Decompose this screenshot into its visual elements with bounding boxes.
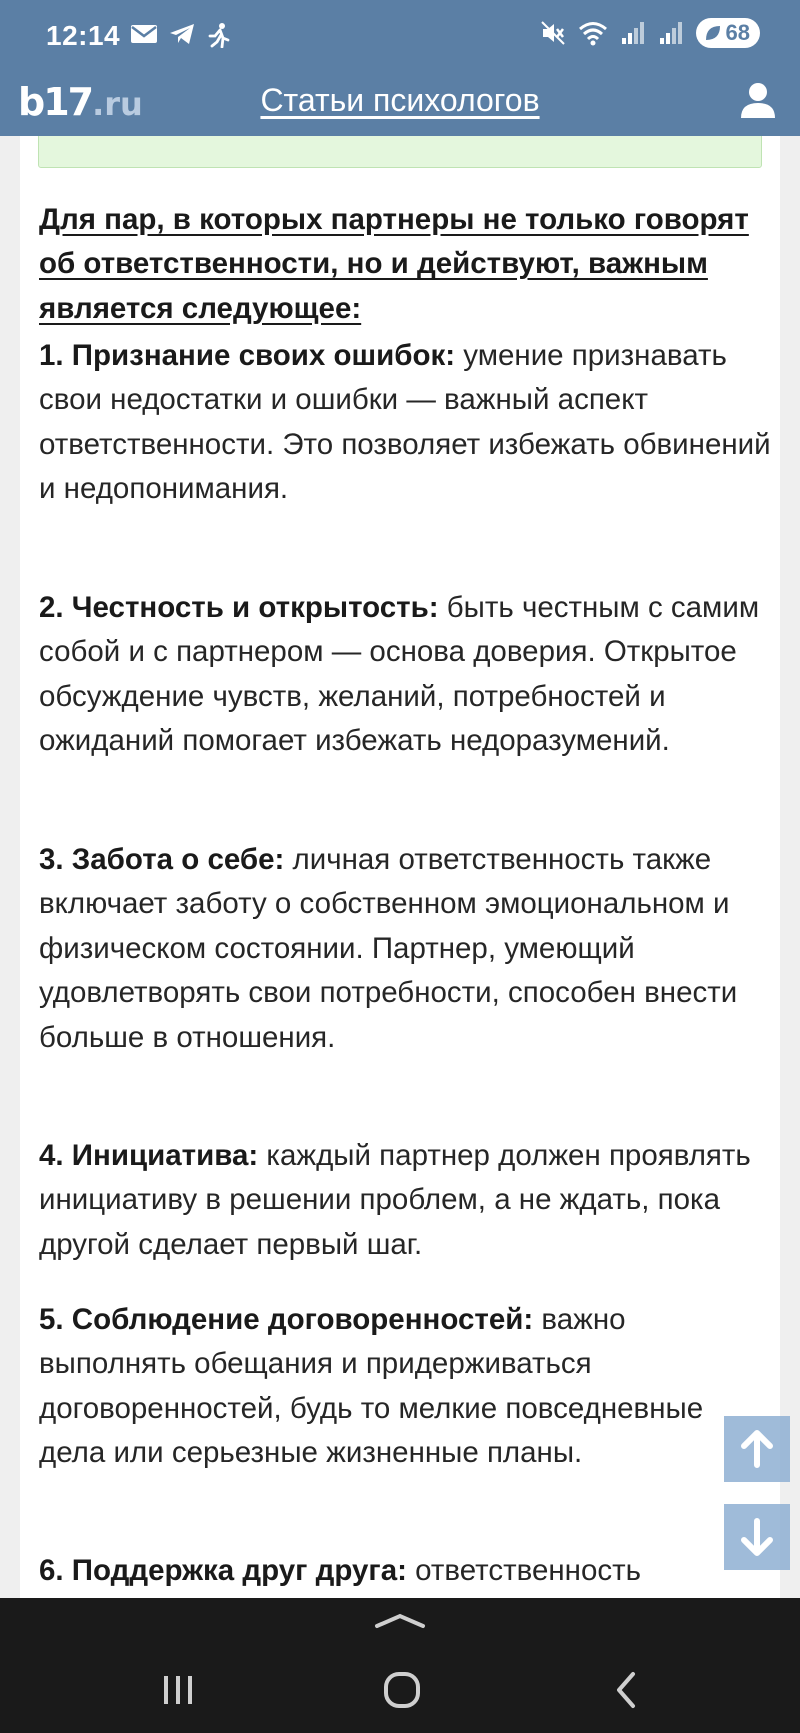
- article-intro: Для пар, в которых партнеры не только говорят об ответственности, но и действуют, важным является следующее:: [39, 203, 749, 325]
- battery-level: 68: [725, 20, 750, 45]
- list-item-title: 2. Честность и открытость:: [39, 591, 439, 624]
- list-item-title: 3. Забота о себе:: [39, 843, 285, 876]
- signal-icon: [658, 20, 684, 46]
- list-item-text: быть честным с самим собой и с партнером — основа доверия. Открытое обсуждение чувств, желаний, потребностей и ожиданий помогает избежать недоразумений.: [39, 591, 760, 758]
- list-item-title: 4. Инициатива:: [39, 1139, 259, 1172]
- list-item: [39, 334, 774, 512]
- system-icons: [540, 18, 760, 48]
- leaf-icon: [704, 24, 722, 42]
- home-button[interactable]: [372, 1660, 432, 1720]
- list-item: [39, 838, 774, 1060]
- recent-apps-button[interactable]: [148, 1660, 208, 1720]
- wifi-icon: [578, 20, 608, 46]
- signal-icon: [620, 20, 646, 46]
- list-item-text: умение признавать свои недостатки и ошибки — важный аспект ответственности. Это позволяет избежать обвинений и недопонимания.: [39, 339, 771, 506]
- telegram-icon: [168, 22, 196, 46]
- list-item-text: ответственность: [406, 1554, 641, 1587]
- list-item-title: 5. Соблюдение договоренностей:: [39, 1303, 534, 1336]
- list-item-text: личная ответственность также включает заботу о собственном эмоциональном и физическом состоянии. Партнер, умеющий удовлетворять свои потребности, способен внести больше в отношения.: [39, 843, 738, 1054]
- list-item-text: каждый партнер должен проявлять инициативу в решении проблем, а не ждать, пока другой сделает первый шаг.: [39, 1139, 751, 1261]
- arrow-down-icon: [739, 1517, 775, 1557]
- home-icon: [382, 1670, 422, 1710]
- article-body: [20, 136, 780, 1598]
- back-button[interactable]: [596, 1660, 656, 1720]
- recent-apps-icon: [160, 1674, 196, 1706]
- status-time: 12:14: [46, 20, 121, 51]
- runner-icon: [206, 22, 232, 48]
- list-item-title: 1. Признание своих ошибок:: [39, 339, 456, 372]
- status-bar: [0, 0, 800, 78]
- app-header: [0, 78, 800, 136]
- mail-icon: [130, 22, 158, 46]
- list-item-title: 6. Поддержка друг друга:: [39, 1554, 407, 1587]
- arrow-up-icon: [739, 1429, 775, 1469]
- user-icon[interactable]: [736, 78, 780, 122]
- logo-main: b17: [18, 80, 93, 124]
- scroll-up-button[interactable]: [724, 1416, 790, 1482]
- logo-suffix: .ru: [92, 85, 143, 123]
- battery-indicator: [696, 18, 760, 48]
- scroll-down-button[interactable]: [724, 1504, 790, 1570]
- expand-handle-icon[interactable]: [373, 1610, 427, 1632]
- list-item-text: важно выполнять обещания и придерживаться договоренностей, будь то мелкие повседневные дела или серьезные жизненные планы.: [39, 1303, 704, 1470]
- notification-icons: [130, 22, 232, 48]
- highlight-box: [38, 136, 762, 168]
- navigation-bar: [0, 1598, 800, 1733]
- page-title[interactable]: Статьи психологов: [260, 82, 540, 118]
- list-item: [39, 1298, 774, 1476]
- back-icon: [611, 1670, 641, 1710]
- list-item: [39, 1134, 774, 1267]
- list-item: [39, 586, 774, 764]
- mute-icon: [540, 20, 566, 46]
- list-item: [39, 1549, 774, 1593]
